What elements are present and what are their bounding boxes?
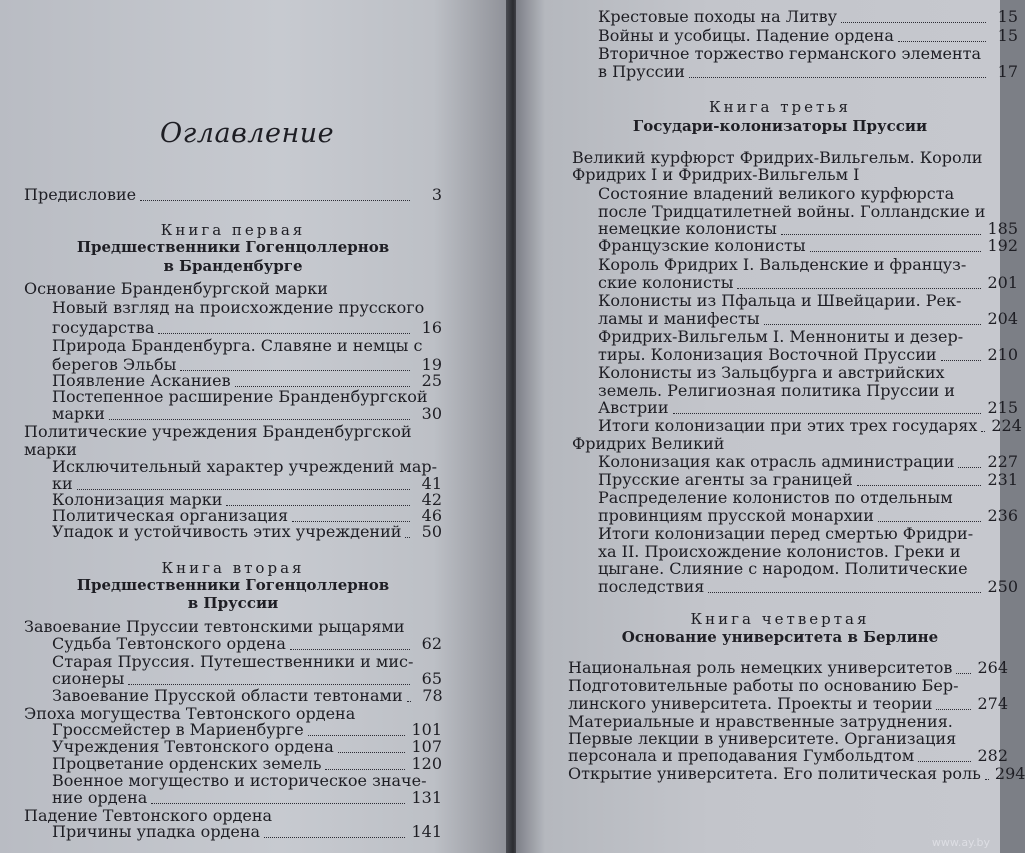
dot-leader [841, 22, 986, 23]
entry-text: ки [52, 474, 73, 493]
entry-page: 50 [421, 522, 442, 541]
toc-line: Исключительный характер учреждений мар- [52, 457, 438, 476]
left-page [0, 0, 510, 853]
toc-entry [568, 658, 1008, 678]
toc-entry [52, 318, 442, 338]
dot-leader [405, 537, 410, 538]
dot-leader [407, 701, 411, 702]
entry-page: 19 [421, 355, 442, 374]
toc-section: Эпоха могущества Тевтонского ордена [24, 704, 356, 723]
entry-text: Французские колонисты [598, 236, 806, 255]
entry-text: Упадок и устойчивость этих учреждений [52, 522, 402, 541]
book2-title-line2: в Пруссии [187, 594, 279, 612]
dot-leader [109, 419, 410, 420]
toc-line: земель. Религиозная политика Пруссии и [598, 381, 955, 400]
toc-section: марки [24, 440, 77, 459]
entry-page: 185 [987, 219, 1018, 238]
toc-entry [52, 634, 442, 654]
entry-text: ламы и манифесты [598, 309, 760, 328]
dot-leader [290, 649, 410, 650]
entry-text: ние ордена [52, 788, 148, 807]
entry-page: 15 [997, 7, 1018, 26]
dot-leader [781, 234, 982, 235]
toc-entry [598, 416, 1022, 436]
entry-page: 46 [421, 506, 442, 525]
entry-text: Судьба Тевтонского ордена [52, 634, 286, 653]
dot-leader [918, 761, 971, 762]
entry-text: Предисловие [24, 185, 137, 204]
toc-entry [52, 822, 442, 842]
dot-leader [151, 803, 405, 804]
entry-text: Процветание орденских земель [52, 754, 322, 773]
book2-label: Книга вторая [161, 559, 305, 577]
entry-text: Учреждения Тевтонского ордена [52, 737, 334, 756]
entry-text: линского университета. Проекты и теории [568, 694, 933, 713]
entry-page: 25 [421, 371, 442, 390]
entry-text: в Пруссии [598, 62, 685, 81]
toc-entry [598, 309, 1018, 329]
entry-page: 201 [987, 273, 1018, 292]
entry-text: провинциям прусской монархии [598, 506, 874, 525]
dot-leader [878, 521, 982, 522]
toc-entry [52, 686, 442, 706]
entry-page: 65 [421, 669, 442, 688]
entry-page: 282 [977, 746, 1008, 765]
entry-text: немецкие колонисты [598, 219, 777, 238]
toc-section: Великий курфюрст Фридрих-Вильгельм. Короли [572, 148, 983, 167]
entry-text: марки [52, 404, 105, 423]
entry-page: 210 [987, 345, 1018, 364]
toc-section: Фридрих I и Фридрих-Вильгельм I [572, 165, 860, 184]
entry-text: Крестовые походы на Литву [598, 7, 838, 26]
toc-line: Материальные и нравственные затруднения. [568, 712, 953, 731]
entry-page: 204 [987, 309, 1018, 328]
entry-page: 250 [987, 577, 1018, 596]
entry-text: последствия [598, 577, 705, 596]
entry-text: ские колонисты [598, 273, 734, 292]
toc-section: Завоевание Пруссии тевтонскими рыцарями [24, 617, 405, 636]
dot-leader [956, 673, 971, 674]
dot-leader [673, 413, 982, 414]
toc-entry [598, 273, 1018, 293]
entry-page: 274 [977, 694, 1008, 713]
entry-page: 30 [421, 404, 442, 423]
entry-text: тиры. Колонизация Восточной Пруссии [598, 345, 937, 364]
book3-label: Книга третья [709, 98, 851, 116]
book1-label: Книга первая [160, 221, 306, 239]
entry-text: Австрии [598, 398, 669, 417]
toc-entry [598, 26, 1018, 46]
dot-leader [308, 735, 406, 736]
entry-page: 62 [421, 634, 442, 653]
toc-line: Старая Пруссия. Путешественники и мис- [52, 652, 414, 671]
book1-title-line2: в Бранденбурге [163, 257, 303, 275]
toc-entry [598, 506, 1018, 526]
toc-line: ха II. Происхождение колонистов. Греки и [598, 542, 961, 561]
dot-leader [810, 251, 982, 252]
dot-leader [325, 769, 405, 770]
dot-leader [958, 467, 981, 468]
entry-page: 236 [987, 506, 1018, 525]
toc-line: Итоги колонизации перед смертью Фридри- [598, 524, 974, 543]
entry-page: 192 [987, 236, 1018, 255]
book4-title: Основание университета в Берлине [621, 628, 939, 646]
entry-page: 264 [977, 658, 1008, 677]
dot-leader [936, 709, 971, 710]
toc-entry [598, 577, 1018, 597]
toc-entry [52, 404, 442, 424]
entry-text: Войны и усобицы. Падение ордена [598, 26, 894, 45]
toc-section: Падение Тевтонского ордена [24, 806, 273, 825]
entry-text: Открытие университета. Его политическая роль [568, 764, 981, 783]
book4-label: Книга четвертая [690, 610, 870, 628]
toc-line: Фридрих-Вильгельм I. Меннониты и дезер- [598, 327, 964, 346]
toc-entry [598, 62, 1018, 82]
dot-leader [264, 837, 405, 838]
dot-leader [708, 592, 981, 593]
toc-title: Оглавление [160, 118, 335, 149]
dot-leader [737, 288, 981, 289]
toc-entry [598, 452, 1018, 472]
entry-text: государства [52, 318, 155, 337]
toc-line: Военное могущество и историческое значе- [52, 771, 427, 790]
entry-page: 3 [431, 185, 442, 204]
toc-line: после Тридцатилетней войны. Голландские и [598, 202, 986, 221]
right-page [516, 0, 1025, 853]
toc-line: Вторичное торжество германского элемента [598, 44, 982, 63]
toc-line: Колонисты из Пфальца и Швейцарии. Рек- [598, 291, 962, 310]
toc-line: Распределение колонистов по отдельным [598, 488, 953, 507]
dot-leader [764, 324, 982, 325]
entry-text: Появление Асканиев [52, 371, 231, 390]
toc-entry [598, 236, 1018, 256]
entry-text: сионеры [52, 669, 125, 688]
entry-page: 141 [411, 822, 442, 841]
dot-leader [898, 41, 986, 42]
entry-page: 16 [421, 318, 442, 337]
toc-section: Фридрих Великий [572, 434, 725, 453]
toc-entry [52, 522, 442, 542]
book1-title-line1: Предшественники Гогенцоллернов [76, 238, 390, 256]
entry-page: 17 [997, 62, 1018, 81]
entry-text: Гроссмейстер в Мариенбурге [52, 720, 304, 739]
toc-line: Природа Бранденбурга. Славяне и немцы с [52, 336, 423, 355]
entry-text: Прусские агенты за границей [598, 470, 853, 489]
toc-line: Первые лекции в университете. Организация [568, 729, 957, 748]
toc-line: Постепенное расширение Бранденбургской [52, 387, 428, 406]
dot-leader [140, 200, 410, 201]
toc-line: Король Фридрих I. Вальденские и француз- [598, 255, 967, 274]
entry-page: 215 [987, 398, 1018, 417]
entry-page: 224 [991, 416, 1022, 435]
dot-leader [158, 333, 410, 334]
toc-entry [598, 7, 1018, 27]
toc-entry [598, 470, 1018, 490]
entry-text: берегов Эльбы [52, 355, 177, 374]
entry-text: Итоги колонизации при этих трех государях [598, 416, 978, 435]
watermark: www.ay.by [931, 836, 990, 849]
entry-page: 131 [411, 788, 442, 807]
entry-text: Политическая организация [52, 506, 289, 525]
book2-title-line1: Предшественники Гогенцоллернов [76, 576, 390, 594]
dot-leader [857, 485, 982, 486]
entry-text: Колонизация как отрасль администрации [598, 452, 955, 471]
book3-title: Государи-колонизаторы Пруссии [632, 117, 928, 135]
toc-entry [598, 398, 1018, 418]
entry-page: 231 [987, 470, 1018, 489]
dot-leader [981, 431, 985, 432]
toc-line: Колонисты из Зальцбурга и австрийских [598, 363, 945, 382]
dot-leader [689, 77, 986, 78]
toc-entry [568, 746, 1008, 766]
dot-leader [338, 752, 406, 753]
entry-page: 78 [422, 686, 443, 705]
entry-page: 42 [421, 490, 442, 509]
toc-line: Подготовительные работы по основанию Бер- [568, 676, 959, 695]
entry-page: 120 [411, 754, 442, 773]
entry-page: 101 [411, 720, 442, 739]
entry-page: 107 [411, 737, 442, 756]
dot-leader [128, 684, 410, 685]
toc-entry [568, 764, 1025, 784]
toc-line: Состояние владений великого курфюрста [598, 184, 955, 203]
toc-section: Политические учреждения Бранденбургской [24, 422, 412, 441]
entry-text: Колонизация марки [52, 490, 223, 509]
entry-page: 227 [987, 452, 1018, 471]
toc-entry [598, 345, 1018, 365]
entry-text: Причины упадка ордена [52, 822, 261, 841]
toc-entry-preface [24, 185, 442, 205]
entry-page: 15 [997, 26, 1018, 45]
dot-leader [941, 360, 982, 361]
entry-text: персонала и преподавания Гумбольдтом [568, 746, 915, 765]
entry-page: 41 [421, 474, 442, 493]
toc-entry [568, 694, 1008, 714]
entry-page: 294 [994, 764, 1025, 783]
dot-leader [985, 779, 989, 780]
entry-text: Национальная роль немецких университетов [568, 658, 953, 677]
toc-line: цыгане. Слияние с народом. Политические [598, 559, 968, 578]
toc-section: Основание Бранденбургской марки [24, 279, 328, 298]
toc-line: Новый взгляд на происхождение прусского [52, 298, 425, 317]
toc-entry [52, 788, 442, 808]
entry-text: Завоевание Прусской области тевтонами [52, 686, 403, 705]
